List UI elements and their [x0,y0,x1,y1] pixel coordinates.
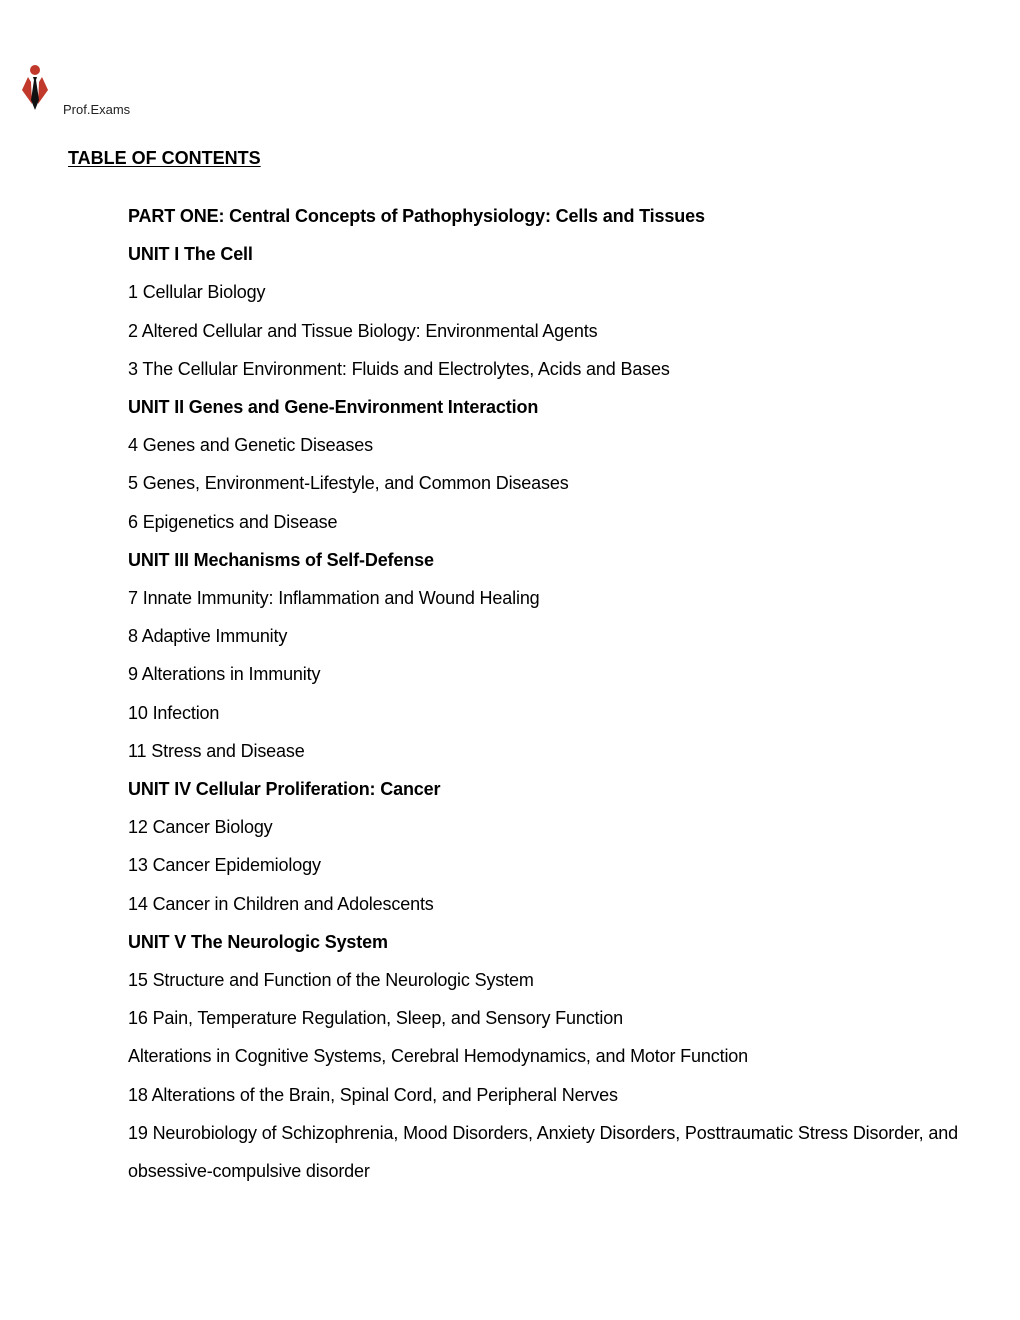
toc-entry: 13 Cancer Epidemiology [128,855,321,876]
toc-entry: 18 Alterations of the Brain, Spinal Cord, and Peripheral Nerves [128,1084,618,1105]
toc-entry: 15 Structure and Function of the Neurologic System [128,970,534,991]
toc-section-heading: PART ONE: Central Concepts of Pathophysiology: Cells and Tissues [128,206,705,226]
toc-entry: 16 Pain, Temperature Regulation, Sleep, and Sensory Function [128,1008,623,1029]
toc-entry: 4 Genes and Genetic Diseases [128,435,373,456]
toc-heading: TABLE OF CONTENTS [68,148,261,168]
toc-section-heading: UNIT I The Cell [128,244,253,265]
toc-entry: 6 Epigenetics and Disease [128,511,338,532]
toc-entry: 3 The Cellular Environment: Fluids and Electrolytes, Acids and Bases [128,358,670,379]
toc-entry: 9 Alterations in Immunity [128,664,321,685]
toc-entry: 7 Innate Immunity: Inflammation and Wound Healing [128,588,540,609]
toc-entry: 11 Stress and Disease [128,740,305,761]
toc-list [128,197,1008,1190]
toc-entry: 12 Cancer Biology [128,817,273,838]
toc-entry: 14 Cancer in Children and Adolescents [128,893,434,914]
toc-entry: 8 Adaptive Immunity [128,626,288,647]
toc-section-heading: UNIT III Mechanisms of Self-Defense [128,549,434,570]
toc-entry: 5 Genes, Environment-Lifestyle, and Common Diseases [128,473,569,494]
tie-figure-icon [20,64,50,112]
toc-entry: 2 Altered Cellular and Tissue Biology: Environmental Agents [128,320,598,341]
toc-section-heading: UNIT IV Cellular Proliferation: Cancer [128,779,441,800]
toc-entry: Alterations in Cognitive Systems, Cerebral Hemodynamics, and Motor Function [128,1046,749,1067]
toc-section-heading: UNIT II Genes and Gene-Environment Interaction [128,397,539,418]
toc-entry: 19 Neurobiology of Schizophrenia, Mood Disorders, Anxiety Disorders, Posttraumatic Stress Disorder, and obsessive-compulsive disorder [128,1122,958,1182]
toc-entry: 10 Infection [128,702,220,723]
toc-entry: 1 Cellular Biology [128,282,266,303]
brand-name: Prof.Exams [63,102,131,117]
toc-section-heading: UNIT V The Neurologic System [128,931,388,952]
